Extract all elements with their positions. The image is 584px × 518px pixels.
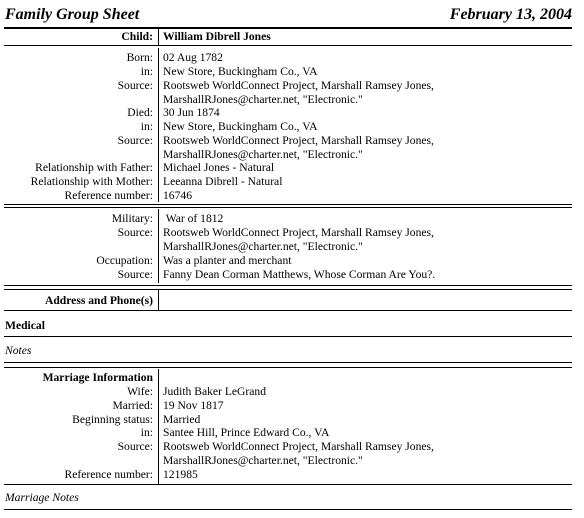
vital-label: Relationship with Father: [35, 161, 153, 174]
divider [4, 509, 572, 510]
medical-heading: Medical [5, 319, 45, 332]
event-label: Source: [117, 226, 153, 239]
sheet-title: Family Group Sheet [5, 6, 140, 23]
event-label: Source: [117, 268, 153, 281]
vital-value: 16746 [163, 189, 192, 202]
event-value: Fanny Dean Corman Matthews, Whose Corman Are You?. [163, 268, 436, 281]
vital-value: New Store, Buckingham Co., VA [163, 120, 318, 133]
marriage-value: Santee Hill, Prince Edward Co., VA [163, 426, 330, 439]
divider [4, 45, 572, 46]
column-divider [158, 290, 159, 310]
event-value: War of 1812 [163, 212, 224, 225]
marriage-value: 19 Nov 1817 [163, 399, 224, 412]
divider [4, 310, 572, 311]
vital-value: Rootsweb WorldConnect Project, Marshall Ramsey Jones, [163, 134, 434, 147]
vital-value: Michael Jones - Natural [163, 161, 275, 174]
vital-value: MarshallRJones@charter.net, "Electronic." [163, 93, 363, 106]
marriage-notes-heading: Marriage Notes [5, 491, 79, 504]
sheet-date: February 13, 2004 [449, 6, 572, 23]
vital-label: in: [140, 120, 153, 133]
vital-label: Source: [117, 79, 153, 92]
marriage-label: Beginning status: [72, 413, 153, 426]
vital-label: Born: [126, 51, 153, 64]
divider [4, 207, 572, 208]
marriage-value: Judith Baker LeGrand [163, 385, 267, 398]
divider [4, 367, 572, 368]
marriage-label: Source: [117, 440, 153, 453]
vital-value: New Store, Buckingham Co., VA [163, 65, 318, 78]
divider [4, 204, 572, 205]
vital-label: in: [140, 65, 153, 78]
column-divider [158, 209, 159, 283]
event-label: Occupation: [96, 254, 153, 267]
sheet-header [5, 6, 572, 28]
divider [4, 484, 572, 485]
column-divider [158, 369, 159, 484]
vital-label: Reference number: [64, 189, 153, 202]
vital-label: Died: [127, 106, 153, 119]
column-divider [158, 48, 159, 202]
divider [4, 27, 572, 29]
marriage-label: Wife: [127, 385, 153, 398]
marriage-label: in: [140, 426, 153, 439]
event-value: Was a planter and merchant [163, 254, 292, 267]
vital-value: MarshallRJones@charter.net, "Electronic." [163, 148, 363, 161]
marriage-value: 121985 [163, 468, 198, 481]
marriage-heading: Marriage Information [42, 371, 153, 384]
divider [4, 289, 572, 290]
marriage-value: Rootsweb WorldConnect Project, Marshall Ramsey Jones, [163, 440, 434, 453]
divider [4, 362, 572, 363]
vital-value: Leeanna Dibrell - Natural [163, 175, 283, 188]
vital-label: Relationship with Mother: [30, 175, 153, 188]
marriage-label: Reference number: [64, 468, 153, 481]
event-label: Military: [111, 212, 153, 225]
child-name: William Dibrell Jones [163, 30, 271, 43]
divider [4, 285, 572, 286]
column-divider [158, 29, 159, 45]
marriage-value: Married [163, 413, 201, 426]
child-label: Child: [121, 30, 153, 43]
vital-value: 30 Jun 1874 [163, 106, 220, 119]
divider [4, 336, 572, 337]
event-value: Rootsweb WorldConnect Project, Marshall Ramsey Jones, [163, 226, 434, 239]
marriage-label: Married: [112, 399, 153, 412]
vital-label: Source: [117, 134, 153, 147]
vital-value: Rootsweb WorldConnect Project, Marshall Ramsey Jones, [163, 79, 434, 92]
marriage-value: MarshallRJones@charter.net, "Electronic." [163, 454, 363, 467]
event-value: MarshallRJones@charter.net, "Electronic." [163, 240, 363, 253]
vital-value: 02 Aug 1782 [163, 51, 223, 64]
notes-heading: Notes [5, 344, 32, 357]
address-label: Address and Phone(s) [44, 294, 153, 307]
